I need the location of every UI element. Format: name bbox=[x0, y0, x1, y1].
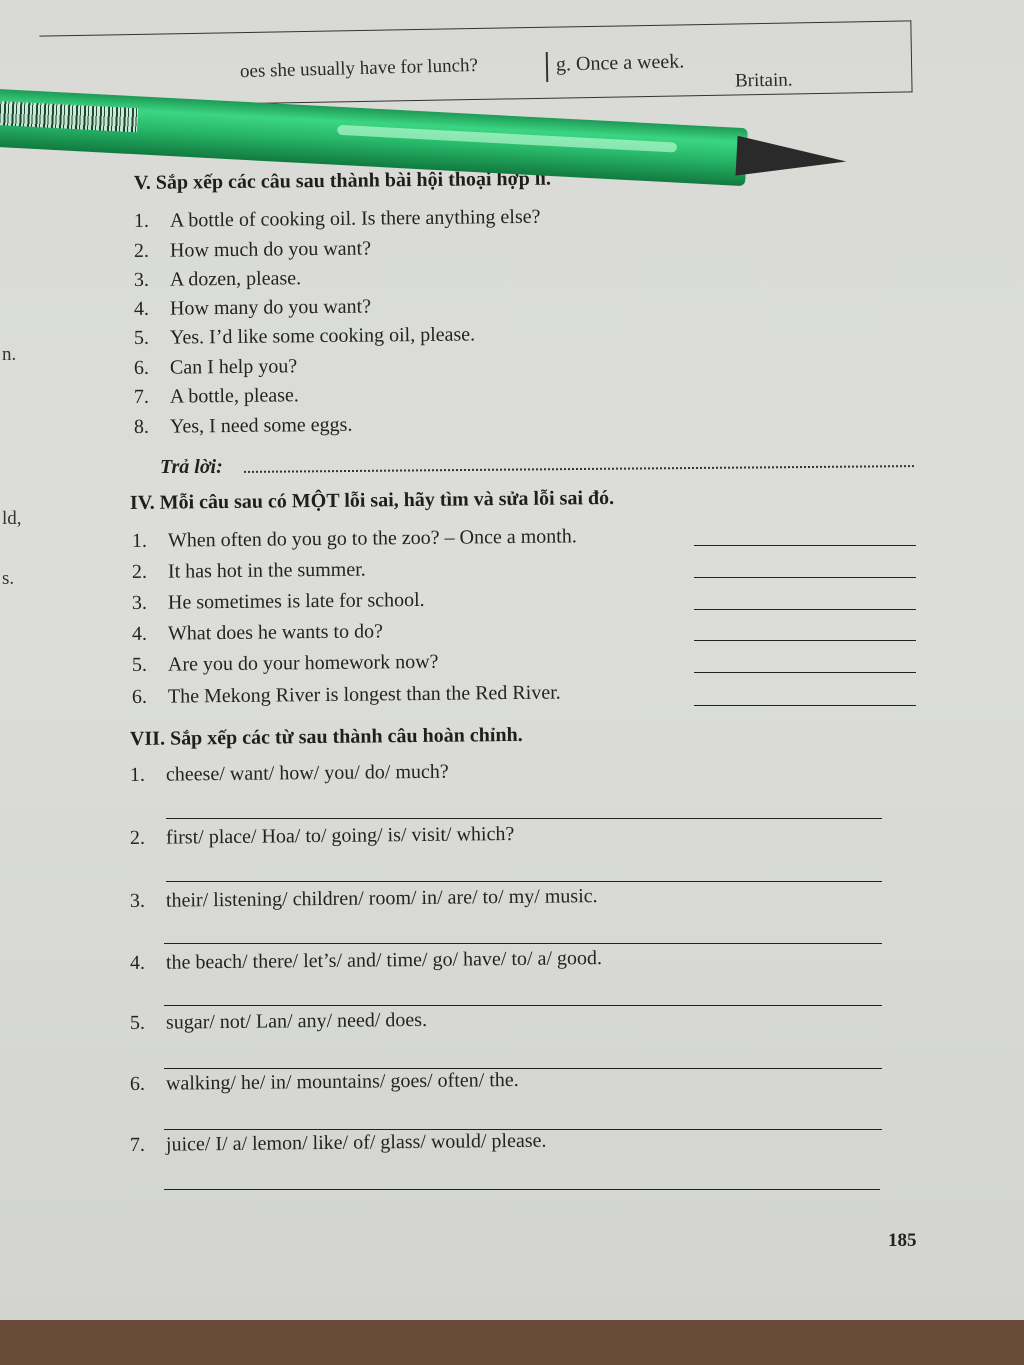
item-text: He sometimes is late for school. bbox=[167, 588, 425, 614]
correction-line[interactable] bbox=[694, 545, 916, 546]
answer-line[interactable] bbox=[164, 1005, 882, 1006]
list-item bbox=[134, 323, 475, 350]
table-fragment-cut: Britain. bbox=[734, 69, 793, 92]
item-number: 8. bbox=[133, 415, 150, 438]
answer-label: Trả lời: bbox=[160, 456, 223, 478]
item-text: How much do you want? bbox=[169, 237, 372, 262]
page-number: 185 bbox=[888, 1230, 917, 1251]
list-item bbox=[130, 1069, 519, 1096]
item-number: 6. bbox=[133, 356, 150, 379]
list-item bbox=[132, 651, 439, 677]
list-item bbox=[134, 267, 301, 292]
list-item bbox=[130, 1009, 427, 1035]
margin-fragment-2: ld, bbox=[2, 508, 22, 529]
list-item bbox=[134, 414, 353, 439]
correction-line[interactable] bbox=[694, 672, 916, 673]
item-text: Yes, I need some eggs. bbox=[169, 413, 353, 438]
item-text: How many do you want? bbox=[169, 295, 372, 320]
item-text: A bottle of cooking oil. Is there anything else? bbox=[169, 205, 541, 232]
list-item bbox=[130, 1130, 547, 1157]
item-number: 2. bbox=[129, 826, 146, 849]
list-item bbox=[134, 384, 299, 409]
item-text: their/ listening/ children/ room/ in/ are/ to/ my/ music. bbox=[165, 885, 598, 912]
answer-line[interactable] bbox=[166, 881, 882, 882]
correction-line[interactable] bbox=[694, 609, 916, 610]
list-item bbox=[130, 761, 449, 787]
item-text: first/ place/ Hoa/ to/ going/ is/ visit/ which? bbox=[165, 822, 515, 849]
item-text: Yes. I’d like some cooking oil, please. bbox=[169, 323, 476, 349]
table-fragment-right: g. Once a week. bbox=[555, 50, 685, 76]
list-item bbox=[130, 947, 602, 975]
item-number: 3. bbox=[131, 591, 148, 614]
correction-line[interactable] bbox=[694, 577, 916, 578]
section-v-heading: V. Sắp xếp các câu sau thành bài hội thoại hợp lí. bbox=[133, 167, 552, 194]
item-text: cheese/ want/ how/ you/ do/ much? bbox=[165, 760, 449, 786]
item-number: 7. bbox=[133, 385, 150, 408]
list-item bbox=[132, 559, 366, 584]
list-item bbox=[130, 823, 515, 850]
answer-line[interactable] bbox=[164, 1189, 880, 1190]
item-text: It has hot in the summer. bbox=[167, 558, 366, 583]
item-number: 5. bbox=[129, 1011, 146, 1034]
answer-line[interactable] bbox=[164, 1068, 882, 1069]
list-item bbox=[134, 355, 297, 380]
list-item bbox=[134, 206, 541, 233]
section-vii-heading: VII. Sắp xếp các từ sau thành câu hoàn chỉnh. bbox=[129, 723, 523, 750]
item-text: the beach/ there/ let’s/ and/ time/ go/ have/ to/ a/ good. bbox=[165, 947, 603, 974]
item-number: 4. bbox=[129, 951, 146, 974]
answer-line[interactable] bbox=[164, 943, 882, 944]
section-iv-heading: IV. Mỗi câu sau có MỘT lỗi sai, hãy tìm và sửa lỗi sai đó. bbox=[129, 486, 615, 514]
margin-fragment-1: n. bbox=[2, 344, 17, 365]
item-text: A dozen, please. bbox=[169, 267, 302, 291]
item-number: 4. bbox=[133, 297, 150, 320]
list-item bbox=[130, 885, 598, 913]
list-item bbox=[134, 296, 371, 321]
item-number: 6. bbox=[129, 1072, 146, 1095]
item-text: The Mekong River is longest than the Red River. bbox=[167, 681, 561, 708]
item-text: Are you do your homework now? bbox=[167, 650, 439, 676]
list-item bbox=[134, 238, 371, 263]
item-number: 5. bbox=[131, 653, 148, 676]
item-number: 2. bbox=[131, 560, 148, 583]
item-number: 4. bbox=[131, 622, 148, 645]
item-text: What does he wants to do? bbox=[167, 620, 384, 645]
item-number: 6. bbox=[131, 685, 148, 708]
item-number: 3. bbox=[133, 268, 150, 291]
table-fragment-left: oes she usually have for lunch? bbox=[239, 54, 479, 83]
answer-line[interactable] bbox=[166, 818, 882, 819]
answer-dotted-line[interactable] bbox=[244, 465, 914, 473]
item-text: A bottle, please. bbox=[169, 384, 299, 408]
item-number: 3. bbox=[129, 889, 146, 912]
list-item bbox=[132, 525, 577, 553]
list-item bbox=[132, 682, 561, 709]
item-number: 7. bbox=[129, 1133, 146, 1156]
item-text: Can I help you? bbox=[169, 355, 298, 379]
list-item bbox=[132, 589, 425, 615]
item-text: walking/ he/ in/ mountains/ goes/ often/ the. bbox=[165, 1068, 519, 1095]
item-text: sugar/ not/ Lan/ any/ need/ does. bbox=[165, 1008, 428, 1034]
correction-line[interactable] bbox=[694, 705, 916, 706]
item-number: 1. bbox=[133, 209, 150, 232]
correction-line[interactable] bbox=[694, 640, 916, 641]
item-number: 1. bbox=[131, 529, 148, 552]
item-number: 1. bbox=[129, 763, 146, 786]
margin-fragment-3: s. bbox=[2, 568, 15, 589]
list-item bbox=[132, 620, 383, 646]
item-number: 5. bbox=[133, 326, 150, 349]
pen-tip bbox=[736, 136, 848, 182]
item-number: 2. bbox=[133, 239, 150, 262]
item-text: When often do you go to the zoo? – Once a month. bbox=[167, 525, 577, 552]
item-text: juice/ I/ a/ lemon/ like/ of/ glass/ would/ please. bbox=[165, 1129, 547, 1156]
